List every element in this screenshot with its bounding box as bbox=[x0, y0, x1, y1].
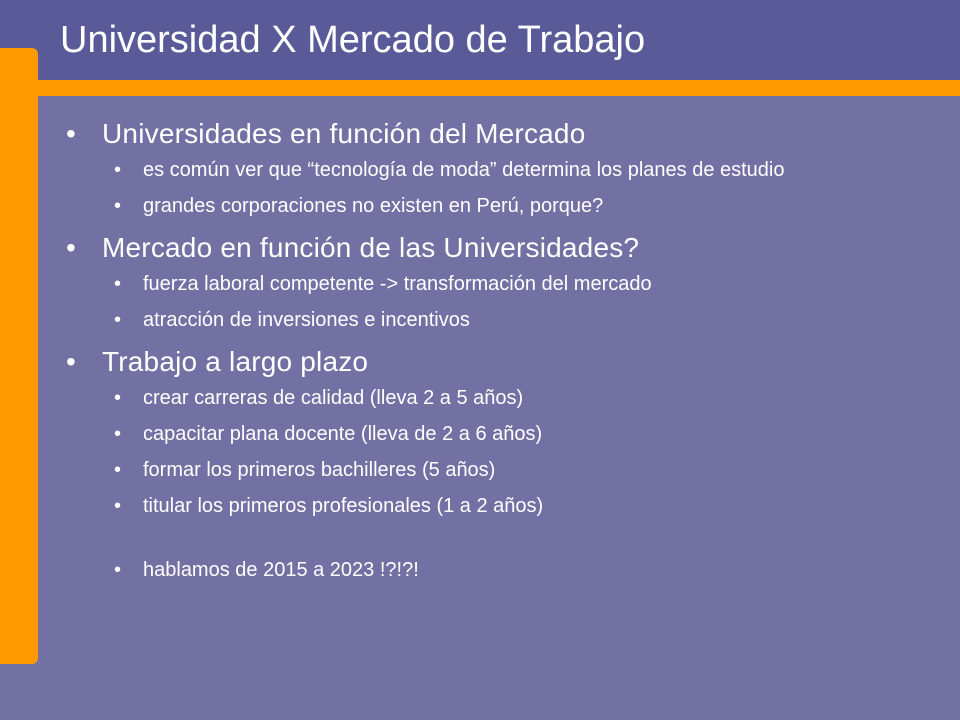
bullet-level2 bbox=[114, 386, 903, 410]
bullet-level2 bbox=[114, 494, 903, 518]
bullet-text: es común ver que “tecnología de moda” determina los planes de estudio bbox=[143, 159, 785, 181]
bullet-icon: • bbox=[114, 495, 122, 517]
bullet-text: crear carreras de calidad (lleva 2 a 5 años) bbox=[143, 387, 524, 409]
bullet-text: grandes corporaciones no existen en Perú, porque? bbox=[143, 195, 604, 217]
bullet-icon: • bbox=[66, 118, 77, 149]
bullet-level2 bbox=[114, 308, 903, 332]
bullet-icon: • bbox=[114, 423, 122, 445]
slide-title: Universidad X Mercado de Trabajo bbox=[60, 19, 646, 61]
bullet-text: formar los primeros bachilleres (5 años) bbox=[143, 459, 496, 481]
bullet-level2 bbox=[114, 458, 903, 482]
bullet-level1 bbox=[66, 230, 926, 266]
bullet-icon: • bbox=[114, 559, 122, 581]
bullet-level1 bbox=[66, 116, 926, 152]
bullet-icon: • bbox=[114, 459, 122, 481]
bullet-level1 bbox=[66, 344, 926, 380]
accent-bar-horizontal bbox=[0, 80, 960, 96]
bullet-level2 bbox=[114, 158, 903, 182]
section-heading: Trabajo a largo plazo bbox=[102, 346, 369, 377]
bullet-text: hablamos de 2015 a 2023 !?!?! bbox=[143, 559, 419, 581]
bullet-level2 bbox=[114, 558, 903, 582]
section-heading: Mercado en función de las Universidades? bbox=[102, 232, 640, 263]
bullet-icon: • bbox=[114, 387, 122, 409]
bullet-level2 bbox=[114, 194, 903, 218]
bullet-level2 bbox=[114, 272, 903, 296]
bullet-level2 bbox=[114, 422, 903, 446]
bullet-text: atracción de inversiones e incentivos bbox=[143, 309, 470, 331]
bullet-icon: • bbox=[66, 346, 77, 377]
bullet-icon: • bbox=[114, 309, 122, 331]
bullet-text: capacitar plana docente (lleva de 2 a 6 años) bbox=[143, 423, 543, 445]
accent-bar-vertical bbox=[0, 48, 38, 664]
bullet-icon: • bbox=[114, 159, 122, 181]
slide-body bbox=[66, 116, 926, 594]
bullet-icon: • bbox=[66, 232, 77, 263]
bullet-text: fuerza laboral competente -> transformación del mercado bbox=[143, 273, 652, 295]
bullet-text: titular los primeros profesionales (1 a 2 años) bbox=[143, 495, 544, 517]
bullet-icon: • bbox=[114, 195, 122, 217]
bullet-icon: • bbox=[114, 273, 122, 295]
section-heading: Universidades en función del Mercado bbox=[102, 118, 586, 149]
